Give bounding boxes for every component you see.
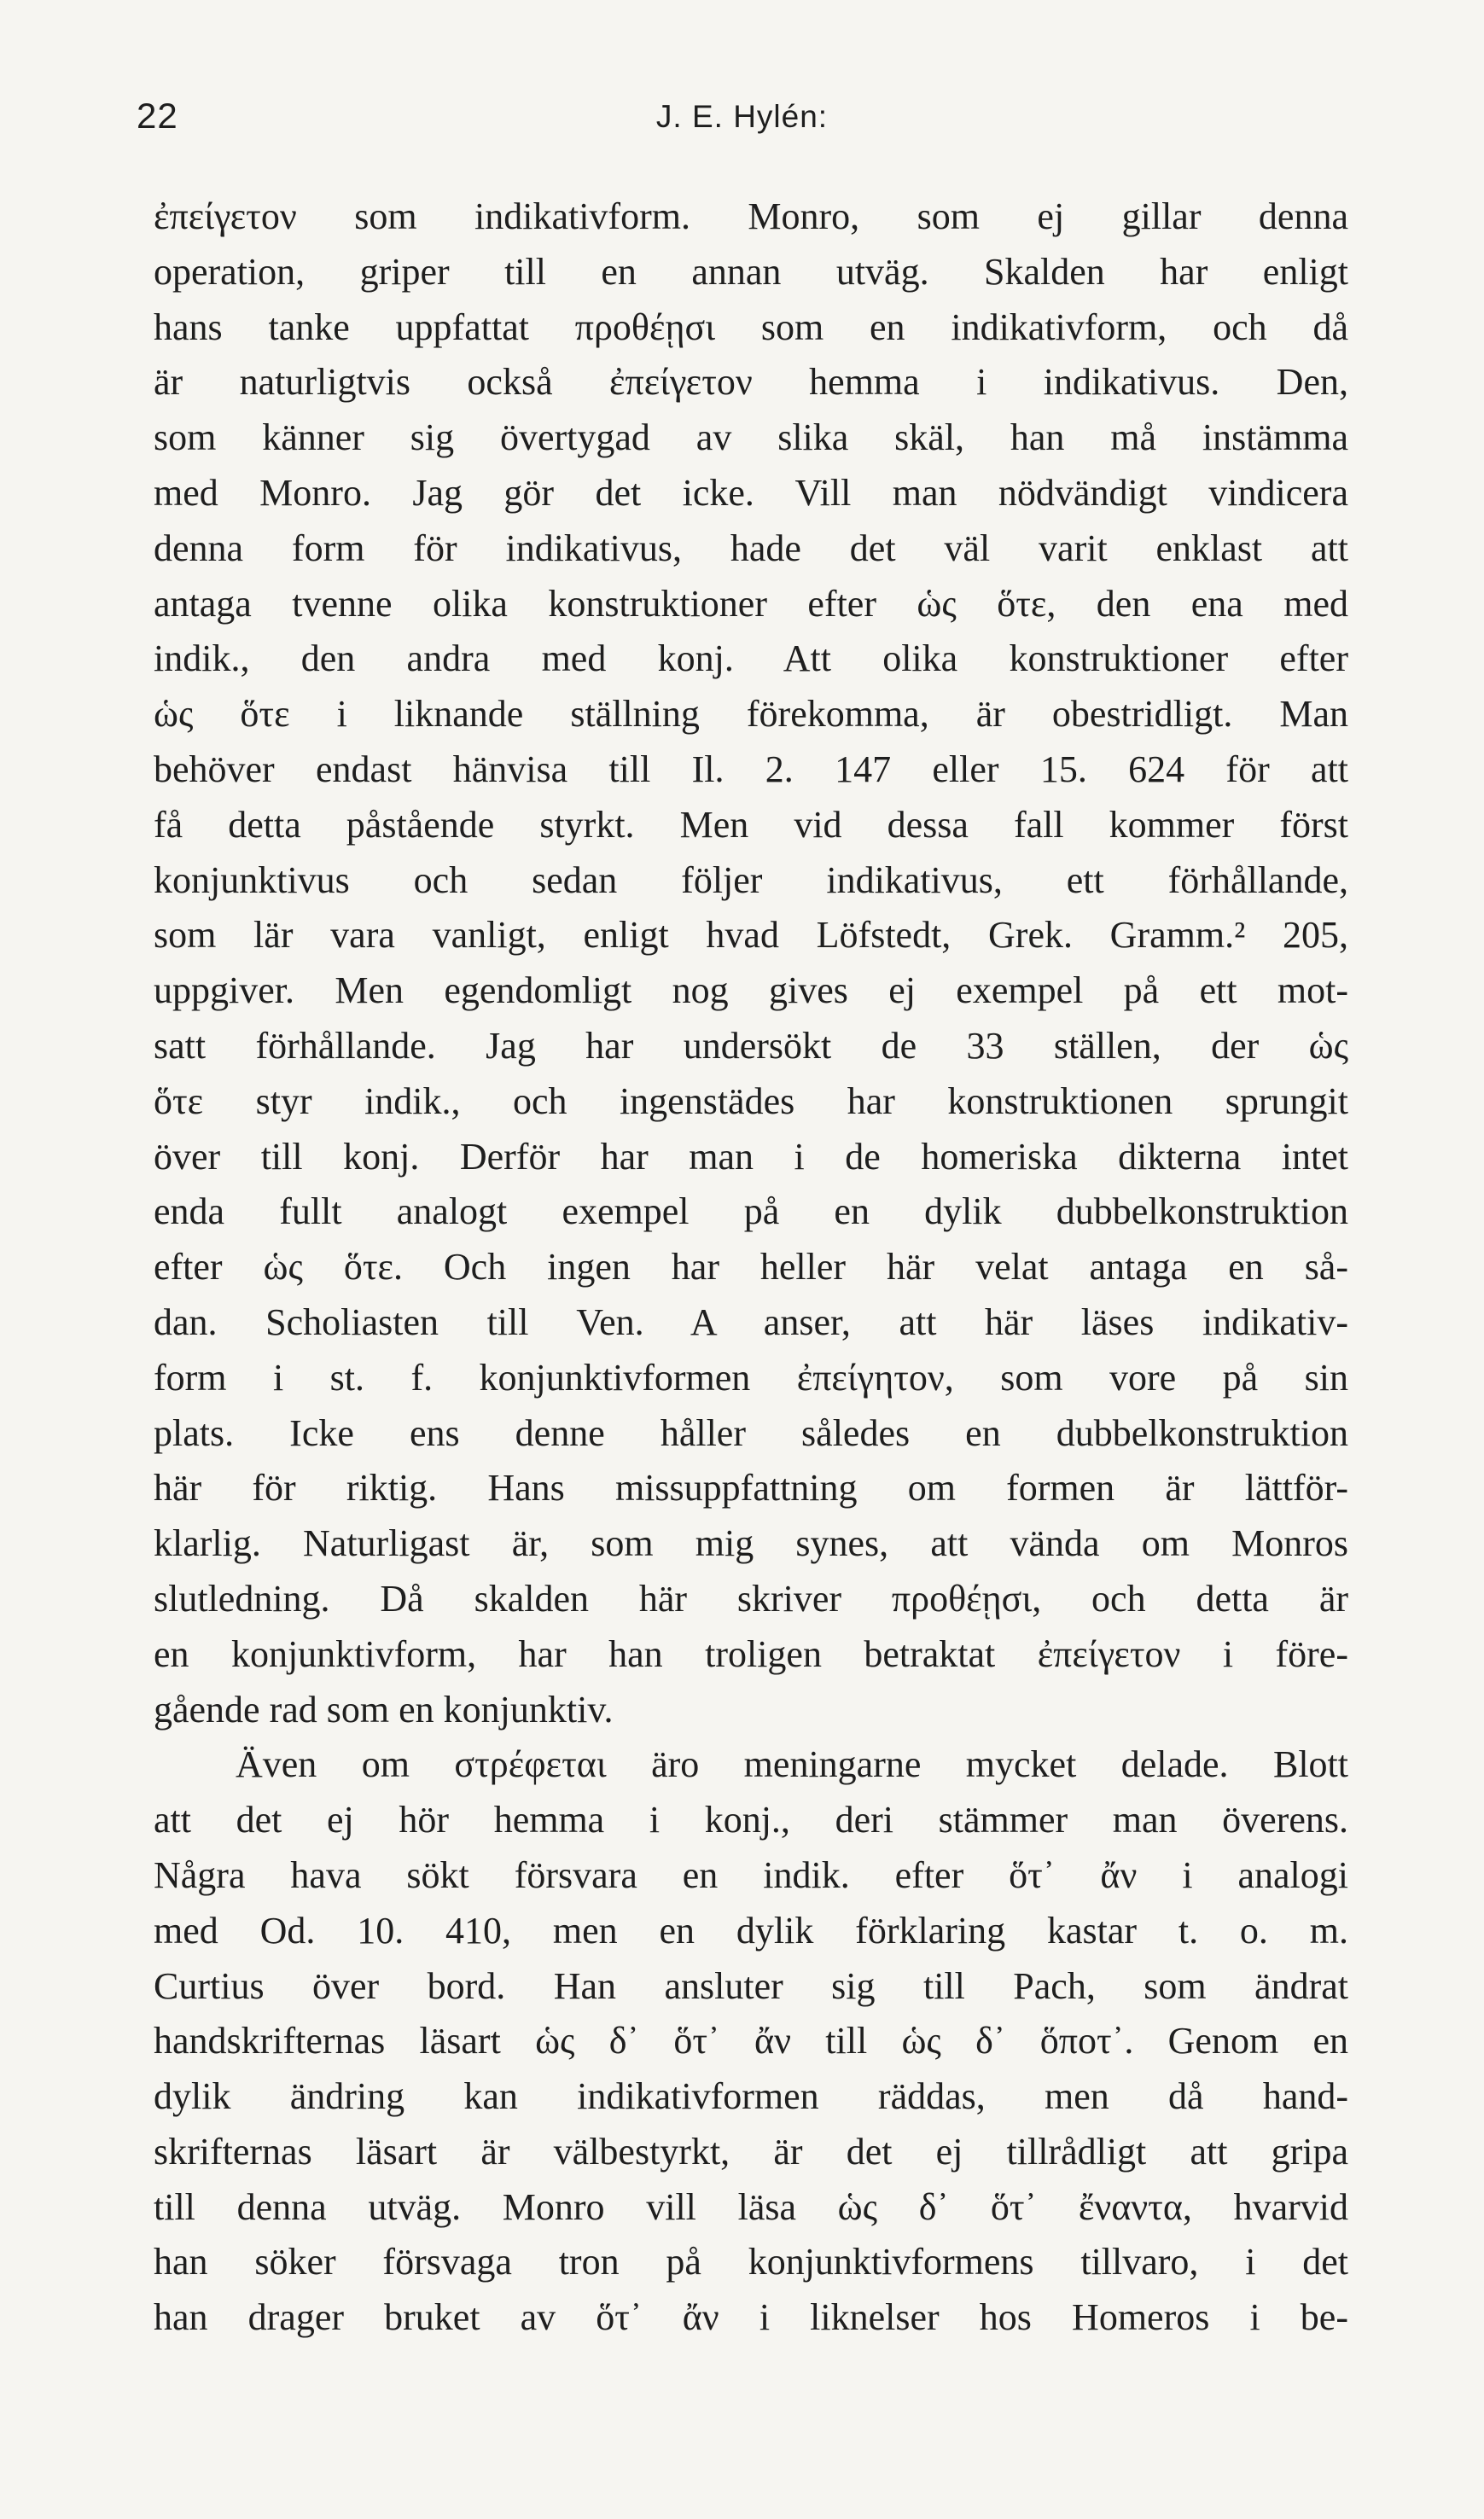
text-line: gående rad som en konjunktiv.: [154, 1688, 614, 1731]
body-text: [154, 189, 1348, 2346]
text-line: få detta påstående styrkt. Men vid dessa fall kommer först: [154, 803, 1348, 846]
text-line: Några hava sökt försvara en indik. efter ὅτ᾽ ἄν i analogi: [154, 1853, 1348, 1896]
text-line: uppgiver. Men egendomligt nog gives ej exempel på ett mot-: [154, 969, 1348, 1012]
text-line: ὡς ὅτε i liknande ställning förekomma, är obestridligt. Man: [154, 693, 1348, 736]
text-line: som känner sig övertygad av slika skäl, han må instämma: [154, 416, 1348, 459]
text-line: Curtius över bord. Han ansluter sig till Pach, som ändrat: [154, 1964, 1348, 2007]
text-line: med Od. 10. 410, men en dylik förklaring kastar t. o. m.: [154, 1909, 1348, 1952]
text-line: form i st. f. konjunktivformen ἐπείγητον, som vore på sin: [154, 1356, 1348, 1399]
text-line: dan. Scholiasten till Ven. A anser, att här läses indikativ-: [154, 1300, 1348, 1343]
text-line: slutledning. Då skalden här skriver προθέῃσι, och detta är: [154, 1577, 1348, 1620]
text-line: handskrifternas läsart ὡς δ᾽ ὅτ᾽ ἄν till ὡς δ᾽ ὅποτ᾽. Genom en: [154, 2020, 1348, 2062]
running-head: [0, 96, 1484, 147]
text-line: som lär vara vanligt, enligt hvad Löfstedt, Grek. Gramm.² 205,: [154, 914, 1348, 957]
text-line: Även om στρέφεται äro meningarne mycket delade. Blott: [236, 1743, 1348, 1786]
text-line: indik., den andra med konj. Att olika konstruktioner efter: [154, 637, 1348, 680]
text-line: dylik ändring kan indikativformen räddas, men då hand-: [154, 2075, 1348, 2118]
text-line: skrifternas läsart är välbestyrkt, är det ej tillrådligt att gripa: [154, 2130, 1348, 2173]
text-line: satt förhållande. Jag har undersökt de 33 ställen, der ὡς: [154, 1024, 1348, 1067]
text-line: över till konj. Derför har man i de homeriska dikterna intet: [154, 1135, 1348, 1178]
text-line: operation, griper till en annan utväg. Skalden har enligt: [154, 250, 1348, 293]
text-line: att det ej hör hemma i konj., deri stämmer man överens.: [154, 1799, 1348, 1841]
text-line: ὅτε styr indik., och ingenstädes har konstruktionen sprungit: [154, 1079, 1348, 1122]
text-line: behöver endast hänvisa till Il. 2. 147 eller 15. 624 för att: [154, 748, 1348, 790]
text-line: konjunktivus och sedan följer indikativus, ett förhållande,: [154, 858, 1348, 901]
text-line: enda fullt analogt exempel på en dylik dubbelkonstruktion: [154, 1190, 1348, 1233]
text-line: denna form för indikativus, hade det väl varit enklast att: [154, 526, 1348, 569]
text-line: här för riktig. Hans missuppfattning om formen är lättför-: [154, 1467, 1348, 1510]
text-line: är naturligtvis också ἐπείγετον hemma i indikativus. Den,: [154, 361, 1348, 404]
text-line: till denna utväg. Monro vill läsa ὡς δ᾽ ὅτ᾽ ἔναντα, hvarvid: [154, 2185, 1348, 2228]
text-line: med Monro. Jag gör det icke. Vill man nödvändigt vindicera: [154, 471, 1348, 514]
text-line: hans tanke uppfattat προθέῃσι som en indikativform, och då: [154, 305, 1348, 348]
page-number: 22: [137, 96, 178, 136]
text-line: klarlig. Naturligast är, som mig synes, att vända om Monros: [154, 1522, 1348, 1565]
text-line: en konjunktivform, har han troligen betraktat ἐπείγετον i före-: [154, 1632, 1348, 1675]
text-line: han drager bruket av ὅτ᾽ ἄν i liknelser hos Homeros i be-: [154, 2296, 1348, 2339]
text-line: antaga tvenne olika konstruktioner efter ὡς ὅτε, den ena med: [154, 582, 1348, 625]
text-line: han söker försvaga tron på konjunktivformens tillvaro, i det: [154, 2241, 1348, 2283]
running-head-author: J. E. Hylén:: [655, 99, 829, 134]
text-line: plats. Icke ens denne håller således en dubbelkonstruktion: [154, 1411, 1348, 1454]
text-line: ἐπείγετον som indikativform. Monro, som ej gillar denna: [154, 195, 1348, 237]
text-line: efter ὡς ὅτε. Och ingen har heller här velat antaga en så-: [154, 1246, 1348, 1289]
